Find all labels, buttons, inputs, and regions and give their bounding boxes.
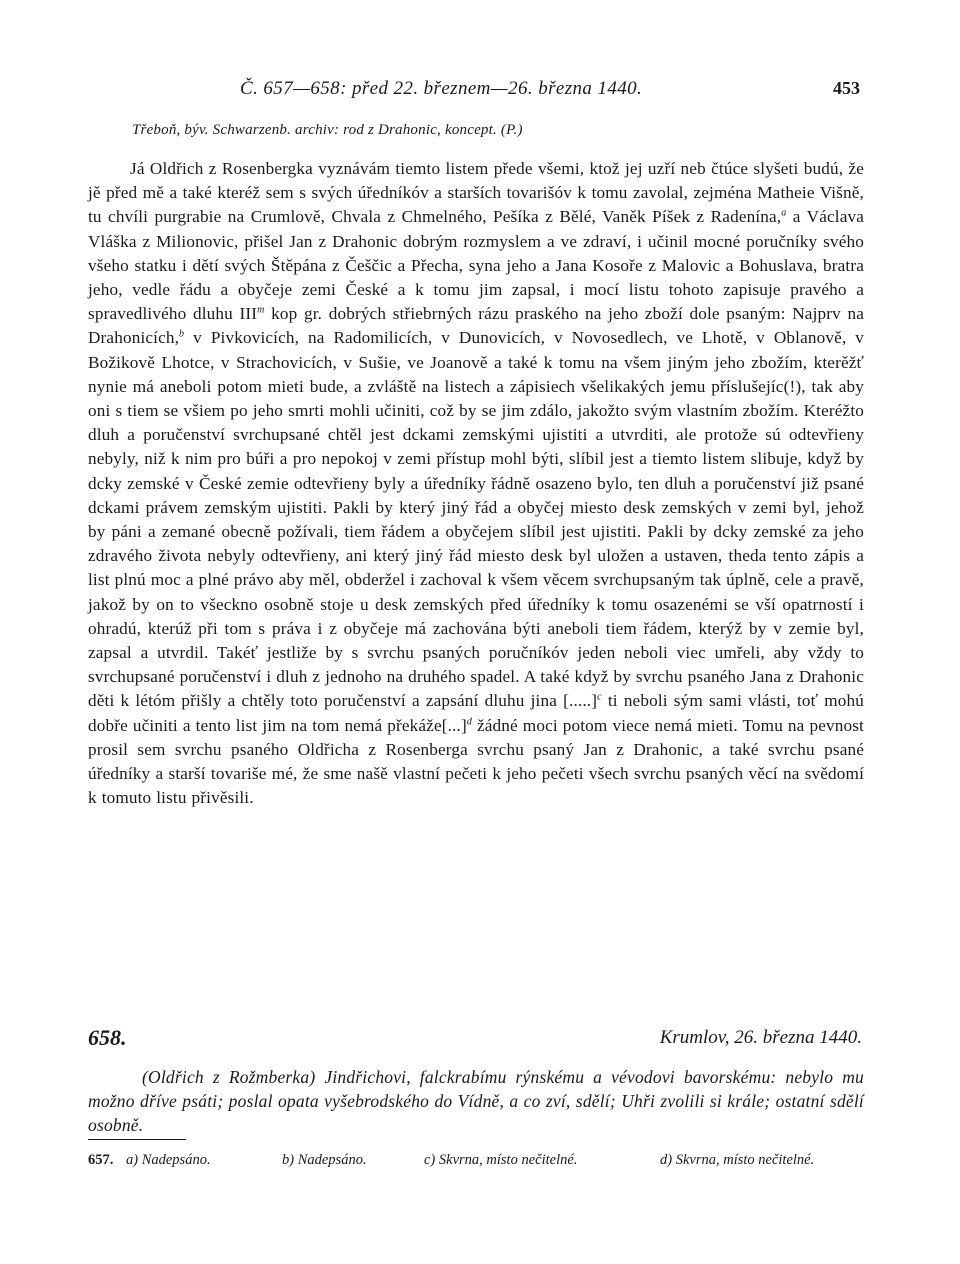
body-text-part: a Václava Vláška z Milionovic, přišel Jan z Drahonic dobrým rozmyslem a ve zdraví, i učinil mocné poručníky svého všeho statku i dětí svých Štěpána z Češčic a Přecha, syna jeho a Jana Kosoře z Malovic a Bohuslava, bratra jeho, vedle řádu a obyčeje zemi České a k tomu jim zapsal, i mocí listu tohoto zapisuje pravého a spravedlivého dluhu III	[88, 207, 864, 324]
footnote-marker-c: c	[597, 691, 602, 703]
page-number: 453	[833, 78, 860, 98]
body-text-part: Já Oldřich z Rosenbergka vyznávám tiemto listem přede všemi, ktož jej uzří neb čtúce slyšeti budú, že jě před mě a také kteréž sem s svých úředníkóv a starších tovarišóv k tomu zavolal, zejména Matheie Višně, tu chvíli purgrabie na Crumlově, Chvala z Chmelného, Pešíka z Bělé, Vaněk Píšek z Radenína,	[88, 159, 864, 227]
superscript-m: m	[257, 304, 265, 316]
page	[88, 0, 864, 1264]
document-657-text	[88, 157, 864, 810]
footnote-marker-d: d	[466, 715, 472, 727]
footnote-divider	[88, 1139, 186, 1140]
footnote-marker-b: b	[179, 328, 185, 340]
body-text-part: kop gr. dobrých střiebrných rázu praského na jeho zboží dole psaným: Najprv na Drahonicích,	[88, 304, 864, 348]
document-number: 658.	[88, 1025, 127, 1050]
document-658-regest: (Oldřich z Rožmberka) Jindřichovi, falckrabímu rýnskému a vévodovi bavorskému: nebylo mu možno dříve psáti; poslal opata vyšebrodského do Vídně, a co zví, sdělí; Uhři zvolili si krále; ostatní sdělí osobně.	[88, 1067, 864, 1135]
body-text-part: v Pivkovicích, na Radomilicích, v Dunovicích, v Novosedlech, ve Lhotě, v Oblanově, v Božikově Lhotce, v Strachovicích, v Sušie, ve Joanově a také k tomu na všem jiným jeho zbožím, kterěžť nynie má aneboli potom mieti bude, a zvláště na listech a zápisiech všelikakých jemu příslušejíc(!), tak aby oni s tiem se všiem po jeho smrti mohli učiniti, což by se jim zdálo, jakožto svým vlastním zbožím. Kteréžto dluh a poručenství svrchupsané chtěl jest dckami zemskými ujistiti a utvrditi, ale protože sú odtevřieny nebyly, niž k nim pro búři a pro nepokoj v zemi přístup mohl býti, slíbil jest a tiemto listem slibuje, když by dcky zemské v České zemie odtevřieny byly a úředníky řádně osazeno bylo, ten dluh a poručenství již psané dckami právem zemským ujistiti. Pakli by který jiný řád a obyčej miesto desk zemských v zemi byl, jehož by páni a zemané obecně požívali, tiem řádem a obyčejem slíbil jest ujistiti. Pakli by dcky zemské za jeho zdravého života nebyly odtevřieny, ani který jiný řád miesto desk byl uložen a ustaven, theda tento zápis a list plnú moc a plné právo aby měl, obderžel i zachoval k všem věcem svrchupsaným tak úplně, cele a pravě, jakož by on to všeckno osobně stoje u desk zemských před úředníky k tomu osazenémi se vší opatrností i ohradú, kterúž při tom s práva i z obyčeje má zachována býti aneboli tiem řádem, kterýž by v zemie byl, zapsal a utvrdil. Takéť jestliže by s svrchu psaných poručníkóv jeden neboli viec umřeli, aby vždy to svrchupsané poručenství i dluh z jednoho na druhého spadel. A také když by svrchu psaného Jana z Drahonic děti k létóm přišly a chtěly toto poručenství a zapsání dluhu jina [.....]	[88, 328, 864, 711]
footnote-d: d) Skvrna, místo nečitelné.	[660, 1152, 815, 1168]
body-text-part: žádné moci potom viece nemá mieti. Tomu na pevnost prosil sem svrchu psaného Oldřicha z Rosenberga svrchu psaný Jan z Drahonic, a také svrchu psané úředníky a starší tovariše mé, že sme našě vlastní pečeti k jeho pečeti všech svrchu psaných věcí na svědomí k tomuto listu přivěsili.	[88, 715, 864, 808]
source-note: Třeboň, býv. Schwarzenb. archiv: rod z Drahonic, koncept. (P.)	[132, 122, 523, 138]
footnote-marker-a: a	[781, 207, 787, 219]
footnote-b: b) Nadepsáno.	[282, 1152, 367, 1168]
footnotes	[88, 1152, 864, 1172]
running-head-title: Č. 657—658: před 22. březnem—26. března 1440.	[240, 78, 643, 99]
document-place-date: Krumlov, 26. března 1440.	[659, 1027, 862, 1048]
running-head	[88, 78, 864, 100]
document-658-header	[88, 1025, 864, 1055]
body-text-part: ti neboli sým sami vlásti, toť mohú dobře učiniti a tento list jim na tom nemá překáže[...]	[88, 691, 864, 735]
footnote-a: a) Nadepsáno.	[126, 1152, 211, 1168]
footnote-document-ref: 657.	[88, 1152, 114, 1168]
footnote-c: c) Skvrna, místo nečitelné.	[424, 1152, 578, 1168]
